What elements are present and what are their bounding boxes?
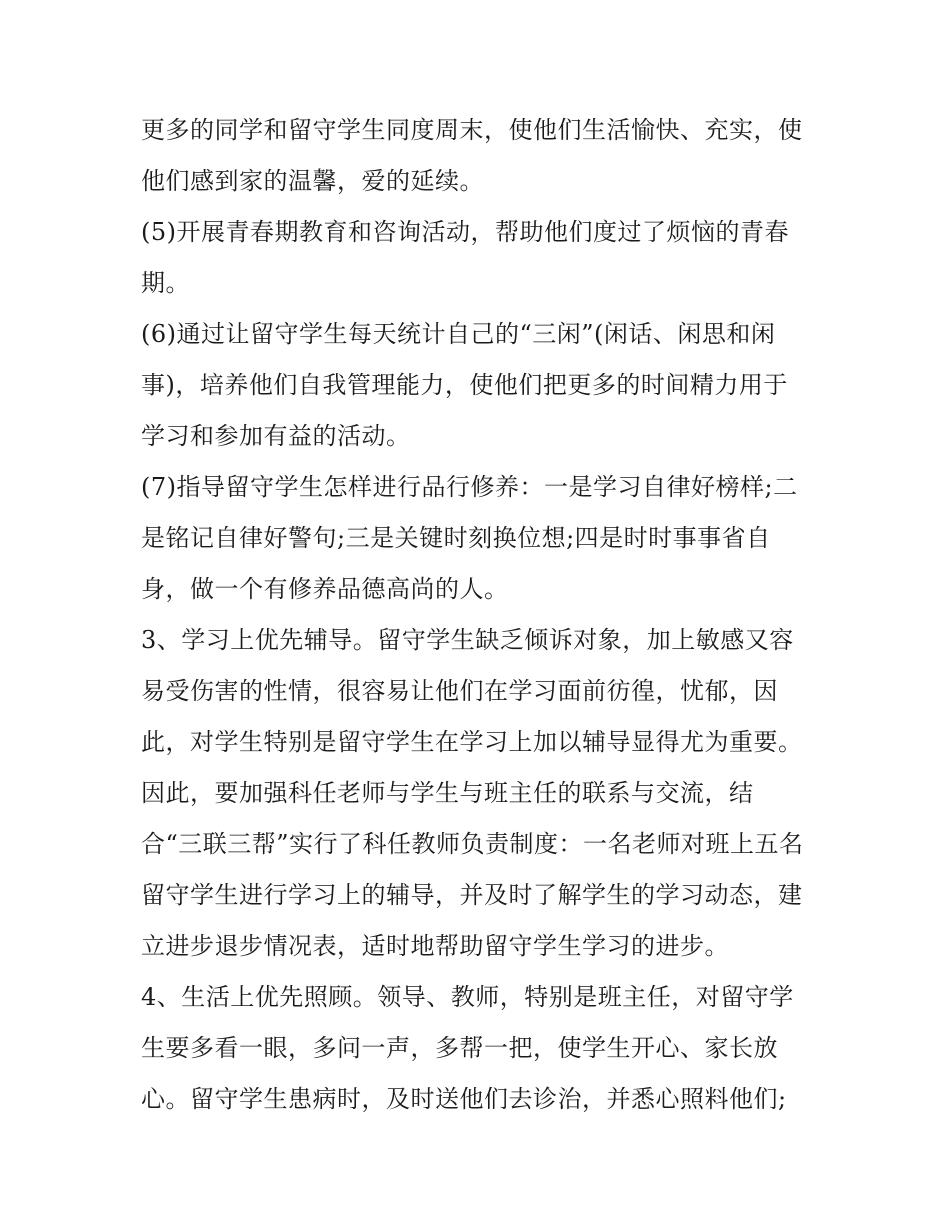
- text-line: 留守学生进行学习上的辅导，并及时了解学生的学习动态，建: [141, 881, 803, 909]
- text-line: 他们感到家的温馨，爱的延续。: [141, 167, 484, 195]
- text-line: 身，做一个有修养品德高尚的人。: [141, 575, 509, 603]
- text-line: 事)，培养他们自我管理能力，使他们把更多的时间精力用于: [141, 371, 788, 399]
- text-line: 合“三联三帮”实行了科任教师负责制度：一名老师对班上五名: [141, 830, 804, 858]
- text-line: 4、生活上优先照顾。领导、教师，特别是班主任，对留守学: [141, 983, 794, 1011]
- text-line: 生要多看一眼，多问一声，多帮一把，使学生开心、家长放: [141, 1034, 778, 1062]
- text-line: (6)通过让留守学生每天统计自己的“三闲”(闲话、闲思和闲: [141, 320, 776, 348]
- text-line: 是铭记自律好警句;三是关键时刻换位想;四是时时事事省自: [141, 524, 771, 552]
- text-line: 因此，要加强科任老师与学生与班主任的联系与交流，结: [141, 779, 754, 807]
- text-line: 学习和参加有益的活动。: [141, 422, 411, 450]
- text-line: 心。留守学生患病时，及时送他们去诊治，并悉心照料他们;: [141, 1085, 787, 1113]
- text-line: (5)开展青春期教育和咨询活动，帮助他们度过了烦恼的青春: [141, 218, 789, 246]
- document-body: [141, 105, 821, 1125]
- text-line: (7)指导留守学生怎样进行品行修养：一是学习自律好榜样;二: [141, 473, 798, 501]
- text-line: 期。: [141, 269, 190, 297]
- text-line: 此，对学生特别是留守学生在学习上加以辅导显得尤为重要。: [141, 728, 803, 756]
- text-line: 立进步退步情况表，适时地帮助留守学生学习的进步。: [141, 932, 729, 960]
- text-line: 更多的同学和留守学生同度周末，使他们生活愉快、充实，使: [141, 116, 803, 144]
- text-line: 易受伤害的性情，很容易让他们在学习面前彷徨，忧郁，因: [141, 677, 778, 705]
- text-line: 3、学习上优先辅导。留守学生缺乏倾诉对象，加上敏感又容: [141, 626, 794, 654]
